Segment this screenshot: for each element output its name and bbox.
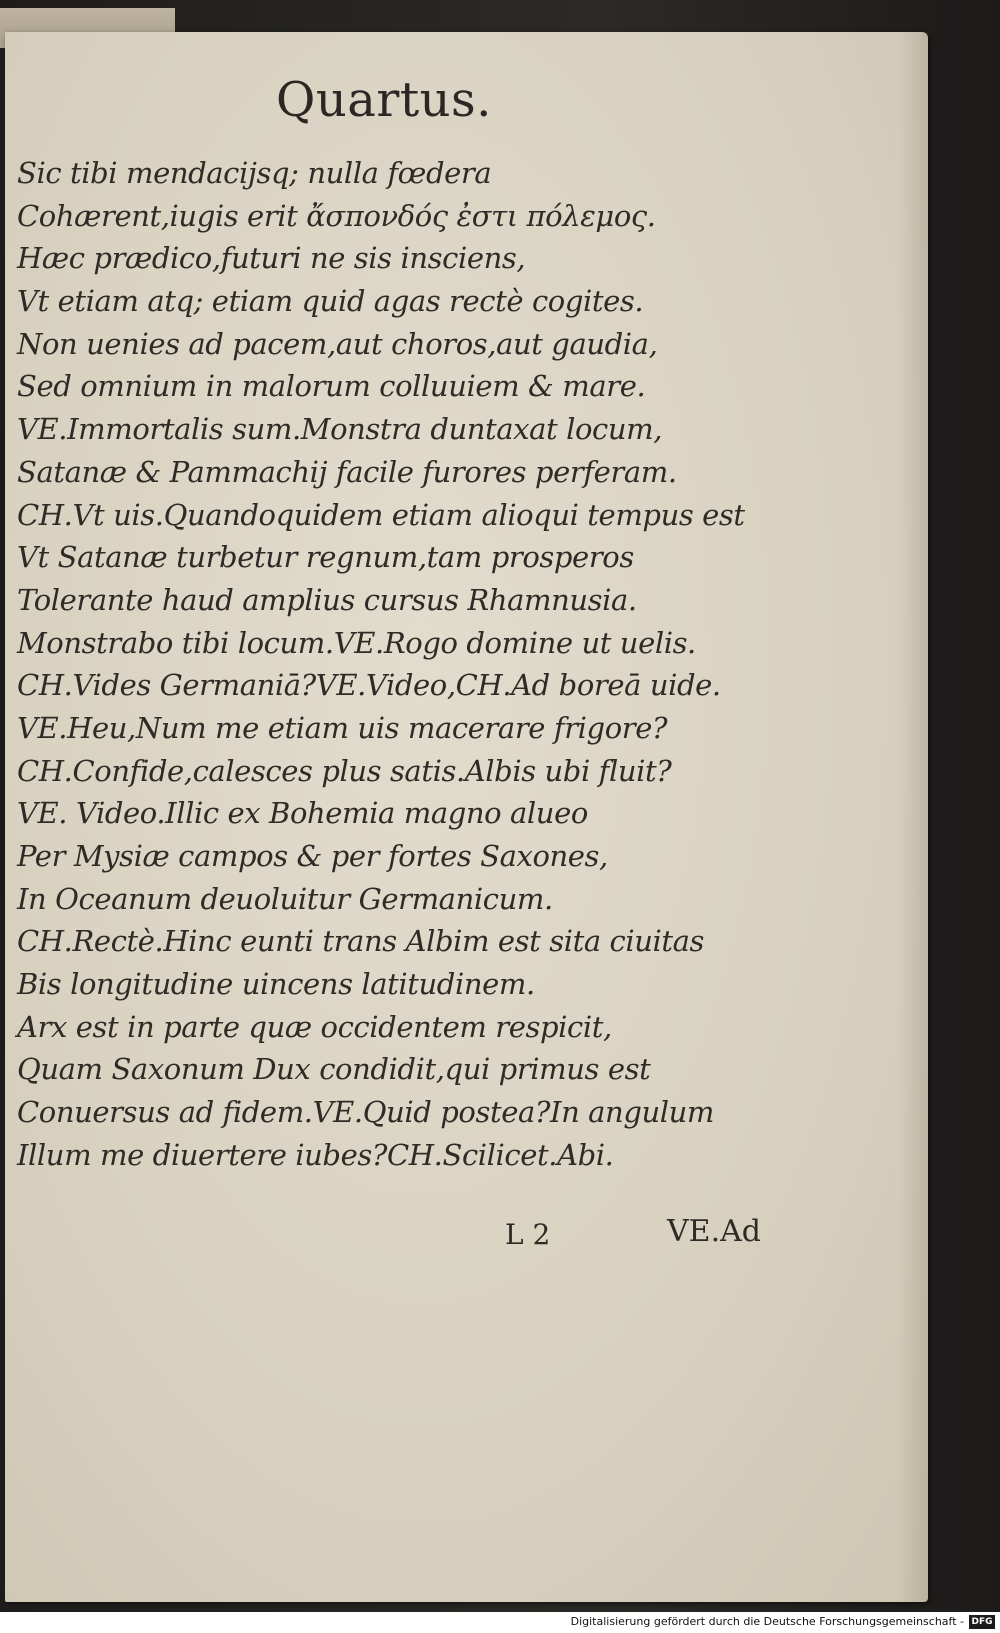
verse-line: CH.Vides Germaniā?VE.Video,CH.Ad boreā uide.: [17, 668, 721, 703]
verse-line: CH.Confide,calesces plus satis.Albis ubi fluit?: [17, 753, 672, 788]
verse-line: Cohærent,iugis erit ἄσπονδός ἐστι πόλεμος.: [17, 198, 656, 233]
verse-line: Satanæ & Pammachij facile furores perferam.: [17, 454, 677, 489]
verse-line: VE.Heu,Num me etiam uis macerare frigore?: [17, 710, 668, 745]
verse-line: Quam Saxonum Dux condidit,qui primus est: [17, 1052, 651, 1087]
verse-line: Bis longitudine uincens latitudinem.: [17, 967, 535, 1002]
signature-mark: L 2: [505, 1218, 551, 1251]
verse-line: Vt Satanæ turbetur regnum,tam prosperos: [17, 540, 634, 575]
catchword: VE.Ad: [667, 1214, 761, 1249]
dfg-logo-icon: DFG: [969, 1615, 995, 1629]
footer-credit: Digitalisierung gefördert durch die Deutsche Forschungsgemeinschaft -: [570, 1615, 964, 1628]
running-head: Quartus.: [276, 72, 492, 128]
verse-line: Illum me diuertere iubes?CH.Scilicet.Abi.: [17, 1137, 614, 1172]
verse-line: Per Mysiæ campos & per fortes Saxones,: [17, 839, 608, 873]
verse-line: VE. Video.Illic ex Bohemia magno alueo: [17, 796, 588, 831]
verse-text: [17, 152, 777, 1177]
verse-line: Non uenies ad pacem,aut choros,aut gaudia,: [17, 326, 658, 361]
verse-line: Tolerante haud amplius cursus Rhamnusia.: [17, 582, 637, 617]
verse-line: Conuersus ad fidem.VE.Quid postea?In angulum: [17, 1095, 715, 1130]
verse-line: Vt etiam atq; etiam quid agas rectè cogites.: [17, 284, 644, 319]
verse-line: CH.Vt uis.Quandoquidem etiam alioqui tempus est: [17, 497, 745, 532]
verse-line: CH.Rectè.Hinc eunti trans Albim est sita ciuitas: [17, 924, 705, 959]
verse-line: Sed omnium in malorum colluuiem & mare.: [17, 369, 646, 404]
verse-line: Arx est in parte quæ occidentem respicit,: [17, 1009, 612, 1044]
verse-line: Monstrabo tibi locum.VE.Rogo domine ut uelis.: [17, 625, 696, 660]
verse-line: In Oceanum deuoluitur Germanicum.: [17, 881, 553, 916]
verse-line: Hæc prædico,futuri ne sis insciens,: [17, 241, 526, 276]
verse-line: Sic tibi mendacijsq; nulla fœdera: [17, 156, 492, 190]
verse-line: VE.Immortalis sum.Monstra duntaxat locum,: [17, 412, 663, 447]
